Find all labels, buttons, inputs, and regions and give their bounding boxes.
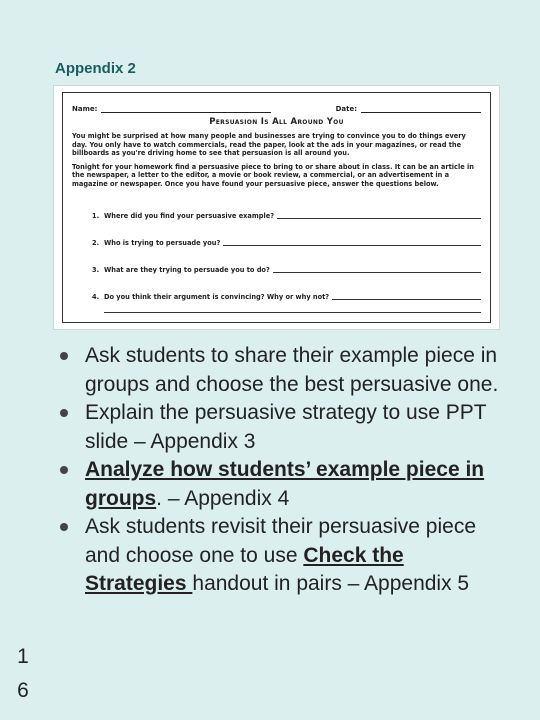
worksheet-instructions: Tonight for your homework find a persuasive piece to bring to or share about in class. It can be an article in the newspaper, a letter to the editor, a movie or book review, a commercial, or an advertisement in a magazine or newspaper. Once you have found your persuasive piece, answer the questions below. [72,162,474,188]
worksheet-question [72,274,481,301]
bullet-list [60,342,500,599]
worksheet-intro: You might be surprised at how many people and businesses are trying to convince you to do things every day. You only have to watch commercials, read the paper, look at the ads in your magazines, or read the billboards as you're driving home to see that persuasion is all around you. [72,132,466,158]
bullet-text: . – Appendix 4 [156,486,290,510]
page-number-digit: 6 [17,679,29,702]
bullet-emphasis: Analyze how students’ example piece in groups [85,458,485,510]
name-field [72,99,271,113]
date-field [336,99,481,113]
bullet-text: Ask students revisit their persuasive piece and choose one to use [85,515,477,567]
bullet-text: Ask students to share their example piece in groups and choose the best persuasive one. [85,344,499,396]
question-text: Where did you find your persuasive example? [104,211,275,220]
page-number [15,640,31,708]
bullet-item [60,456,500,513]
answer-line-extra [104,301,481,313]
answer-line [277,218,481,219]
appendix-title: Appendix 2 [55,60,136,77]
question-number: 2. [92,238,100,247]
bullet-dot-icon [60,409,68,417]
page-number-digit: 1 [17,645,29,668]
worksheet-image [53,85,500,330]
worksheet-question [72,220,481,247]
bullet-item [60,399,500,456]
worksheet-questions [72,193,481,313]
bullet-emphasis: Check the Strategies [85,543,404,595]
bullet-item [60,513,500,599]
worksheet-question [72,247,481,274]
bullet-dot-icon [60,466,68,474]
answer-line [273,272,481,273]
worksheet-frame [62,92,491,323]
question-text: Do you think their argument is convincing? Why or why not? [104,292,330,301]
bullet-text: handout in pairs – Appendix 5 [192,572,470,595]
worksheet-question [72,193,481,220]
bullet-dot-icon [60,352,68,360]
question-number: 4. [92,292,100,301]
date-label: Date: [335,105,357,113]
bullet-text: Explain the persuasive strategy to use PPT slide – Appendix 3 [85,401,487,453]
question-number: 1. [92,211,100,220]
worksheet-header [72,99,481,113]
date-line [361,105,481,113]
name-label: Name: [72,105,98,113]
worksheet-title: Persuasion Is All Around You [209,117,344,127]
question-number: 3. [92,265,100,274]
answer-line [223,245,481,246]
question-text: What are they trying to persuade you to do? [104,265,270,274]
answer-line [332,299,481,300]
name-line [101,105,271,113]
bullet-item [60,342,500,399]
question-text: Who is trying to persuade you? [104,238,221,247]
bullet-dot-icon [60,523,68,531]
